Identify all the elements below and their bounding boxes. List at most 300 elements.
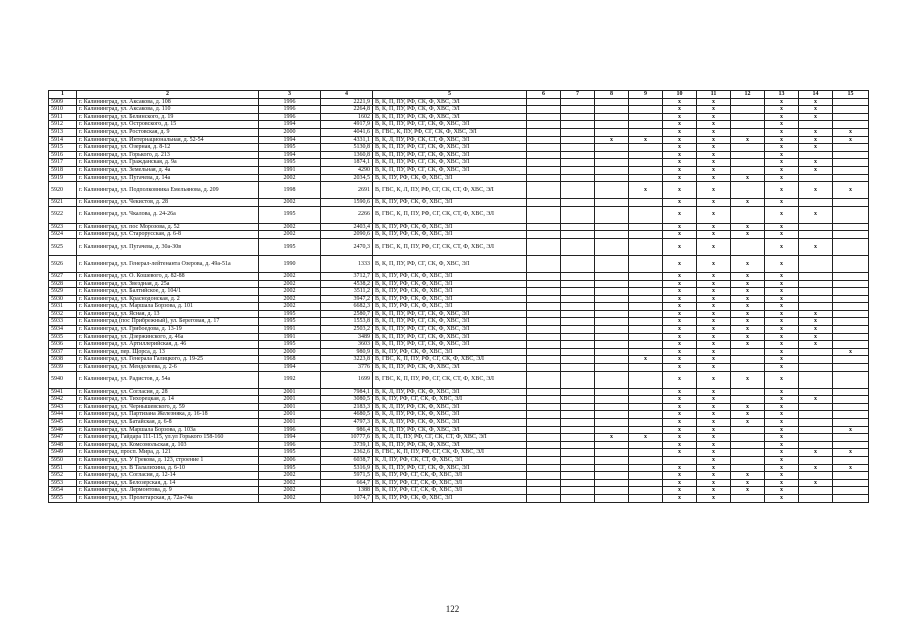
mark-cell bbox=[527, 199, 561, 207]
mark-cell bbox=[833, 295, 869, 303]
area-cell: 5971,5 bbox=[321, 472, 373, 480]
row-id-cell: 5916 bbox=[49, 151, 77, 159]
mark-cell bbox=[629, 456, 663, 464]
mark-cell bbox=[833, 280, 869, 288]
mark-cell bbox=[595, 288, 629, 296]
mark-cell bbox=[799, 472, 833, 480]
mark-cell bbox=[561, 113, 595, 121]
mark-cell: x bbox=[765, 426, 799, 434]
mark-cell bbox=[595, 255, 629, 272]
mark-cell bbox=[561, 419, 595, 427]
mark-cell bbox=[561, 199, 595, 207]
mark-cell: x bbox=[697, 472, 731, 480]
table-row bbox=[49, 159, 869, 167]
systems-cell: В, ГВС, К, П, ПУ, РФ, СГ, СК, Ф, ХВС, ЭЛ bbox=[373, 356, 527, 364]
mark-cell: x bbox=[697, 199, 731, 207]
mark-cell bbox=[595, 113, 629, 121]
systems-cell: В, К, ПУ, РФ, СК, Ф, ХВС, ЭЛ bbox=[373, 223, 527, 231]
mark-cell bbox=[561, 441, 595, 449]
mark-cell bbox=[629, 159, 663, 167]
mark-cell: x bbox=[765, 449, 799, 457]
mark-cell: x bbox=[663, 341, 697, 349]
mark-cell: x bbox=[731, 288, 765, 296]
mark-cell bbox=[833, 238, 869, 255]
mark-cell bbox=[561, 206, 595, 223]
row-id-cell: 5951 bbox=[49, 464, 77, 472]
column-number-header: 10 bbox=[663, 91, 697, 99]
mark-cell: x bbox=[833, 426, 869, 434]
mark-cell: x bbox=[697, 231, 731, 239]
mark-cell bbox=[833, 98, 869, 106]
table-row bbox=[49, 318, 869, 326]
mark-cell bbox=[833, 206, 869, 223]
mark-cell bbox=[527, 441, 561, 449]
year-cell: 1995 bbox=[259, 144, 321, 152]
systems-cell: В, К, П, ПУ, РФ, СГ, СК, Ф, ХВС, ЭЛ bbox=[373, 333, 527, 341]
area-cell: 4041,6 bbox=[321, 128, 373, 136]
mark-cell: x bbox=[731, 310, 765, 318]
year-cell: 1995 bbox=[259, 238, 321, 255]
mark-cell: x bbox=[765, 166, 799, 174]
address-cell: г. Калининград, ул. Звездная, д. 25а bbox=[77, 280, 259, 288]
systems-cell: В, ГВС, К, П, ПУ, РФ, СГ, СК, СТ, Ф, ХВС, ЭЛ bbox=[373, 206, 527, 223]
row-id-cell: 5952 bbox=[49, 472, 77, 480]
mark-cell bbox=[595, 411, 629, 419]
mark-cell bbox=[731, 456, 765, 464]
mark-cell bbox=[731, 396, 765, 404]
row-id-cell: 5953 bbox=[49, 479, 77, 487]
mark-cell bbox=[833, 159, 869, 167]
address-cell: г. Калининград, ул. Пугачева, д. 30а-30в bbox=[77, 238, 259, 255]
row-id-cell: 5918 bbox=[49, 166, 77, 174]
mark-cell bbox=[833, 326, 869, 334]
mark-cell bbox=[629, 419, 663, 427]
mark-cell: x bbox=[697, 288, 731, 296]
mark-cell bbox=[595, 356, 629, 364]
address-cell: г. Калининград, ул. Старорусская, д. 6-8 bbox=[77, 231, 259, 239]
mark-cell: x bbox=[765, 159, 799, 167]
row-id-cell: 5910 bbox=[49, 106, 77, 114]
row-id-cell: 5926 bbox=[49, 255, 77, 272]
area-cell: 2580,7 bbox=[321, 310, 373, 318]
mark-cell: x bbox=[595, 434, 629, 442]
mark-cell bbox=[833, 151, 869, 159]
mark-cell: x bbox=[765, 356, 799, 364]
mark-cell bbox=[527, 403, 561, 411]
mark-cell: x bbox=[765, 333, 799, 341]
address-cell: г. Калининград, ул. Маршала Борзова, д. 103а bbox=[77, 426, 259, 434]
address-cell: г. Калининград, ул. Согласия, д. 28 bbox=[77, 388, 259, 396]
year-cell: 2002 bbox=[259, 487, 321, 495]
systems-cell: В, К, П, ПУ, РФ, СГ, СК, Ф, ХВС, ЭЛ bbox=[373, 121, 527, 129]
mark-cell: x bbox=[697, 479, 731, 487]
mark-cell: x bbox=[697, 494, 731, 502]
mark-cell: x bbox=[663, 318, 697, 326]
mark-cell: x bbox=[799, 341, 833, 349]
mark-cell bbox=[561, 310, 595, 318]
mark-cell: x bbox=[663, 396, 697, 404]
mark-cell bbox=[595, 272, 629, 280]
table-row bbox=[49, 456, 869, 464]
systems-cell: В, К, ПУ, РФ, СГ, СК, Ф, ХВС, ЭЛ bbox=[373, 487, 527, 495]
mark-cell bbox=[527, 494, 561, 502]
mark-cell bbox=[527, 159, 561, 167]
mark-cell bbox=[561, 396, 595, 404]
systems-cell: В, К, ПУ, РФ, СК, Ф, ХВС, ЭЛ bbox=[373, 494, 527, 502]
mark-cell bbox=[731, 128, 765, 136]
table-row bbox=[49, 231, 869, 239]
address-cell: г. Калининград, ул. Чернышевского, д. 59 bbox=[77, 403, 259, 411]
mark-cell bbox=[527, 364, 561, 372]
mark-cell bbox=[629, 341, 663, 349]
row-id-cell: 5909 bbox=[49, 98, 77, 106]
mark-cell bbox=[833, 272, 869, 280]
mark-cell bbox=[527, 348, 561, 356]
mark-cell: x bbox=[663, 434, 697, 442]
mark-cell: x bbox=[663, 199, 697, 207]
mark-cell: x bbox=[663, 280, 697, 288]
mark-cell bbox=[595, 151, 629, 159]
mark-cell bbox=[629, 295, 663, 303]
mark-cell bbox=[833, 166, 869, 174]
mark-cell bbox=[527, 434, 561, 442]
systems-cell: В, К, Л, ПУ, РФ, СК, Ф, ХВС, ЭЛ bbox=[373, 411, 527, 419]
mark-cell: x bbox=[765, 348, 799, 356]
mark-cell: x bbox=[595, 136, 629, 144]
mark-cell bbox=[629, 280, 663, 288]
mark-cell bbox=[799, 272, 833, 280]
mark-cell bbox=[527, 255, 561, 272]
mark-cell: x bbox=[731, 403, 765, 411]
row-id-cell: 5948 bbox=[49, 441, 77, 449]
mark-cell: x bbox=[799, 318, 833, 326]
table-row bbox=[49, 364, 869, 372]
mark-cell: x bbox=[765, 144, 799, 152]
systems-cell: В, К, П, ПУ, РФ, СГ, СК, Ф, ХВС, ЭЛ bbox=[373, 144, 527, 152]
mark-cell: x bbox=[697, 272, 731, 280]
mark-cell: x bbox=[663, 403, 697, 411]
mark-cell: x bbox=[833, 136, 869, 144]
mark-cell bbox=[629, 411, 663, 419]
area-cell: 4538,2 bbox=[321, 280, 373, 288]
year-cell: 1994 bbox=[259, 364, 321, 372]
mark-cell bbox=[561, 121, 595, 129]
row-id-cell: 5919 bbox=[49, 174, 77, 182]
area-cell: 1388 bbox=[321, 487, 373, 495]
row-id-cell: 5915 bbox=[49, 144, 77, 152]
systems-cell: В, К, П, ПУ, РФ, СГ, СК, Ф, ХВС, ЭЛ bbox=[373, 464, 527, 472]
mark-cell bbox=[527, 356, 561, 364]
mark-cell: x bbox=[731, 411, 765, 419]
register-table bbox=[48, 90, 869, 503]
area-cell: 1874,1 bbox=[321, 159, 373, 167]
systems-cell: В, ГВС, К, П, ПУ, РФ, СГ, СК, СТ, Ф, ХВС, ЭЛ bbox=[373, 238, 527, 255]
column-number-header: 4 bbox=[321, 91, 373, 99]
mark-cell bbox=[799, 151, 833, 159]
mark-cell bbox=[561, 238, 595, 255]
mark-cell: x bbox=[663, 182, 697, 199]
mark-cell bbox=[527, 479, 561, 487]
column-number-header: 1 bbox=[49, 91, 77, 99]
mark-cell bbox=[629, 396, 663, 404]
mark-cell bbox=[629, 98, 663, 106]
mark-cell bbox=[629, 106, 663, 114]
mark-cell bbox=[595, 144, 629, 152]
mark-cell bbox=[595, 199, 629, 207]
systems-cell: В, К, П, ПУ, РФ, СГ, СК, Ф, ХВС, ЭЛ bbox=[373, 166, 527, 174]
year-cell: 2002 bbox=[259, 472, 321, 480]
address-cell: г. Калининград, ул. Генерала Галицкого, д. 19-25 bbox=[77, 356, 259, 364]
mark-cell: x bbox=[663, 426, 697, 434]
mark-cell: x bbox=[731, 487, 765, 495]
mark-cell bbox=[527, 464, 561, 472]
row-id-cell: 5911 bbox=[49, 113, 77, 121]
mark-cell bbox=[629, 272, 663, 280]
address-cell: г. Калининград, ул. Островского, д. 15 bbox=[77, 121, 259, 129]
row-id-cell: 5920 bbox=[49, 182, 77, 199]
table-row bbox=[49, 272, 869, 280]
mark-cell bbox=[799, 255, 833, 272]
mark-cell: x bbox=[697, 434, 731, 442]
mark-cell bbox=[561, 348, 595, 356]
mark-cell: x bbox=[697, 364, 731, 372]
mark-cell bbox=[527, 280, 561, 288]
mark-cell bbox=[561, 98, 595, 106]
mark-cell: x bbox=[697, 388, 731, 396]
table-row bbox=[49, 403, 869, 411]
mark-cell: x bbox=[731, 272, 765, 280]
mark-cell bbox=[629, 326, 663, 334]
mark-cell: x bbox=[697, 464, 731, 472]
year-cell: 1996 bbox=[259, 113, 321, 121]
year-cell: 1996 bbox=[259, 106, 321, 114]
year-cell: 2001 bbox=[259, 396, 321, 404]
mark-cell: x bbox=[765, 479, 799, 487]
mark-cell bbox=[595, 303, 629, 311]
mark-cell bbox=[799, 199, 833, 207]
mark-cell: x bbox=[765, 310, 799, 318]
mark-cell: x bbox=[731, 333, 765, 341]
mark-cell: x bbox=[629, 356, 663, 364]
table-row bbox=[49, 174, 869, 182]
table-row bbox=[49, 280, 869, 288]
table-row bbox=[49, 199, 869, 207]
mark-cell bbox=[527, 303, 561, 311]
mark-cell: x bbox=[663, 303, 697, 311]
mark-cell bbox=[527, 174, 561, 182]
table-row bbox=[49, 310, 869, 318]
row-id-cell: 5937 bbox=[49, 348, 77, 356]
mark-cell bbox=[731, 364, 765, 372]
mark-cell: x bbox=[697, 295, 731, 303]
column-number-header: 15 bbox=[833, 91, 869, 99]
mark-cell bbox=[527, 449, 561, 457]
mark-cell: x bbox=[765, 472, 799, 480]
mark-cell: x bbox=[663, 364, 697, 372]
row-id-cell: 5941 bbox=[49, 388, 77, 396]
table-row bbox=[49, 113, 869, 121]
mark-cell: x bbox=[663, 295, 697, 303]
year-cell: 1998 bbox=[259, 182, 321, 199]
mark-cell bbox=[527, 426, 561, 434]
table-row bbox=[49, 487, 869, 495]
mark-cell: x bbox=[765, 318, 799, 326]
address-cell: г. Калининград, ул. Горького, д. 213 bbox=[77, 151, 259, 159]
mark-cell bbox=[595, 341, 629, 349]
year-cell: 1996 bbox=[259, 98, 321, 106]
systems-cell: В, К, ПУ, РФ, СК, Ф, ХВС, ЭЛ bbox=[373, 199, 527, 207]
mark-cell bbox=[731, 388, 765, 396]
systems-cell: В, К, ПУ, РФ, СГ, СК, Ф, ХВС, ЭЛ bbox=[373, 472, 527, 480]
mark-cell: x bbox=[833, 449, 869, 457]
systems-cell: В, К, ПУ, РФ, СГ, СК, Ф, ХВС, ЭЛ bbox=[373, 479, 527, 487]
mark-cell bbox=[527, 341, 561, 349]
mark-cell bbox=[731, 151, 765, 159]
systems-cell: В, ГВС, К, Л, ПУ, РФ, СГ, СК, СТ, Ф, ХВС, ЭЛ bbox=[373, 182, 527, 199]
mark-cell: x bbox=[765, 98, 799, 106]
row-id-cell: 5932 bbox=[49, 310, 77, 318]
row-id-cell: 5935 bbox=[49, 333, 77, 341]
area-cell: 980,9 bbox=[321, 348, 373, 356]
mark-cell bbox=[731, 434, 765, 442]
year-cell: 2002 bbox=[259, 295, 321, 303]
mark-cell: x bbox=[663, 449, 697, 457]
table-row bbox=[49, 348, 869, 356]
mark-cell bbox=[629, 426, 663, 434]
mark-cell bbox=[799, 288, 833, 296]
area-cell: 2034,5 bbox=[321, 174, 373, 182]
mark-cell: x bbox=[697, 318, 731, 326]
table-row bbox=[49, 98, 869, 106]
mark-cell bbox=[561, 371, 595, 388]
mark-cell bbox=[527, 113, 561, 121]
mark-cell bbox=[799, 426, 833, 434]
mark-cell bbox=[561, 472, 595, 480]
column-number-header: 13 bbox=[765, 91, 799, 99]
mark-cell: x bbox=[697, 333, 731, 341]
mark-cell bbox=[527, 238, 561, 255]
mark-cell bbox=[629, 472, 663, 480]
mark-cell: x bbox=[697, 326, 731, 334]
mark-cell: x bbox=[765, 128, 799, 136]
area-cell: 664,7 bbox=[321, 479, 373, 487]
column-number-header: 8 bbox=[595, 91, 629, 99]
header-row bbox=[49, 91, 869, 99]
mark-cell: x bbox=[799, 113, 833, 121]
mark-cell: x bbox=[765, 341, 799, 349]
mark-cell bbox=[595, 223, 629, 231]
mark-cell: x bbox=[833, 348, 869, 356]
table-row bbox=[49, 472, 869, 480]
mark-cell: x bbox=[697, 144, 731, 152]
mark-cell: x bbox=[731, 280, 765, 288]
address-cell: г. Калининград, ул. Подполковника Емельянова, д. 209 bbox=[77, 182, 259, 199]
year-cell: 1995 bbox=[259, 159, 321, 167]
mark-cell bbox=[561, 255, 595, 272]
mark-cell bbox=[561, 364, 595, 372]
systems-cell: В, К, П, ПУ, РФ, СК, Ф, ХВС, ЭЛ bbox=[373, 364, 527, 372]
mark-cell: x bbox=[663, 223, 697, 231]
area-cell: 4680,5 bbox=[321, 411, 373, 419]
year-cell: 1995 bbox=[259, 341, 321, 349]
mark-cell: x bbox=[697, 356, 731, 364]
area-cell: 2264,8 bbox=[321, 106, 373, 114]
mark-cell bbox=[731, 449, 765, 457]
mark-cell bbox=[527, 388, 561, 396]
mark-cell: x bbox=[765, 303, 799, 311]
mark-cell bbox=[629, 449, 663, 457]
mark-cell bbox=[629, 174, 663, 182]
mark-cell bbox=[731, 441, 765, 449]
table-row bbox=[49, 121, 869, 129]
systems-cell: В, К, ПУ, РФ, СК, Ф, ХВС, ЭЛ bbox=[373, 280, 527, 288]
year-cell: 1996 bbox=[259, 441, 321, 449]
address-cell: г. Калининград, ул. Аксакова, д. 108 bbox=[77, 98, 259, 106]
column-number-header: 2 bbox=[77, 91, 259, 99]
mark-cell: x bbox=[765, 255, 799, 272]
mark-cell: x bbox=[697, 441, 731, 449]
table-row bbox=[49, 411, 869, 419]
area-cell: 1074,7 bbox=[321, 494, 373, 502]
mark-cell: x bbox=[663, 472, 697, 480]
row-id-cell: 5927 bbox=[49, 272, 77, 280]
mark-cell bbox=[799, 487, 833, 495]
address-cell: г. Калининград, ул. Партизана Железняка, д. 16-18 bbox=[77, 411, 259, 419]
address-cell: г. Калининград, ул. Аксакова, д. 110 bbox=[77, 106, 259, 114]
mark-cell bbox=[833, 303, 869, 311]
mark-cell bbox=[595, 388, 629, 396]
mark-cell bbox=[595, 326, 629, 334]
column-number-header: 14 bbox=[799, 91, 833, 99]
mark-cell bbox=[561, 326, 595, 334]
area-cell: 2183,3 bbox=[321, 403, 373, 411]
mark-cell: x bbox=[799, 98, 833, 106]
mark-cell bbox=[833, 310, 869, 318]
mark-cell: x bbox=[731, 479, 765, 487]
systems-cell: В, К, П, ПУ, РФ, СГ, СК, Ф, ХВС, ЭЛ bbox=[373, 255, 527, 272]
mark-cell: x bbox=[765, 494, 799, 502]
address-cell: г. Калининград, ул. Чкалова, д. 24-26а bbox=[77, 206, 259, 223]
mark-cell bbox=[561, 223, 595, 231]
systems-cell: В, К, ПУ, РФ, СК, Ф, ХВС, ЭЛ bbox=[373, 231, 527, 239]
mark-cell bbox=[629, 487, 663, 495]
area-cell: 986,4 bbox=[321, 426, 373, 434]
mark-cell: x bbox=[799, 206, 833, 223]
mark-cell bbox=[629, 255, 663, 272]
mark-cell: x bbox=[799, 326, 833, 334]
mark-cell bbox=[629, 288, 663, 296]
mark-cell bbox=[595, 479, 629, 487]
mark-cell: x bbox=[663, 288, 697, 296]
mark-cell: x bbox=[663, 272, 697, 280]
mark-cell bbox=[595, 128, 629, 136]
year-cell: 2002 bbox=[259, 223, 321, 231]
mark-cell: x bbox=[731, 295, 765, 303]
mark-cell bbox=[595, 318, 629, 326]
mark-cell bbox=[833, 144, 869, 152]
row-id-cell: 5934 bbox=[49, 326, 77, 334]
year-cell: 1994 bbox=[259, 151, 321, 159]
mark-cell: x bbox=[663, 441, 697, 449]
mark-cell bbox=[561, 231, 595, 239]
mark-cell bbox=[527, 333, 561, 341]
mark-cell: x bbox=[731, 341, 765, 349]
mark-cell: x bbox=[765, 113, 799, 121]
mark-cell: x bbox=[765, 231, 799, 239]
row-id-cell: 5924 bbox=[49, 231, 77, 239]
mark-cell: x bbox=[799, 159, 833, 167]
mark-cell bbox=[799, 121, 833, 129]
